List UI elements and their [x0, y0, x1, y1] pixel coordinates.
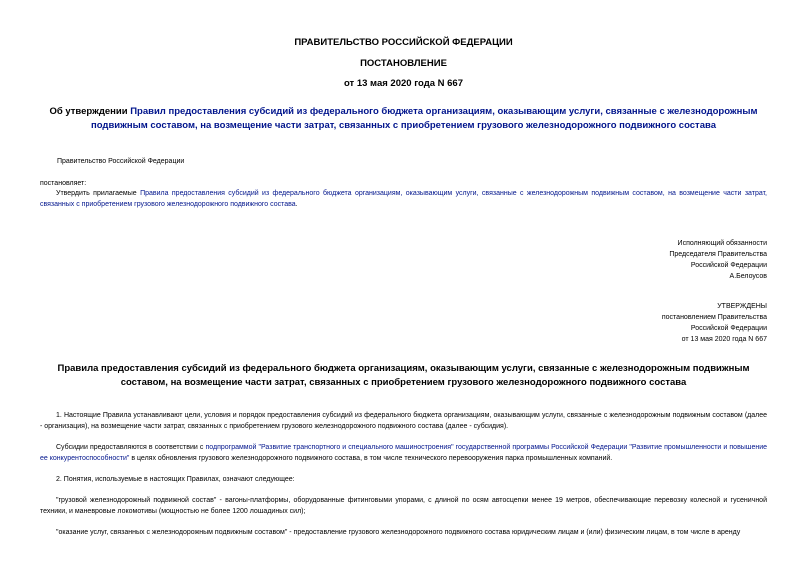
paragraph-5: "оказание услуг, связанных с железнодорожным подвижным составом" - предоставление грузового железнодорожного подвижного состава юридическим лицам и (или) физическим лицам, в том числе в аренду	[56, 529, 741, 536]
document-title	[40, 105, 767, 133]
signature-block	[669, 238, 767, 282]
approved-line: от 13 мая 2020 года N 667	[681, 336, 767, 343]
approved-line: постановлением Правительства	[661, 314, 767, 321]
signature-name: А.Белоусов	[729, 273, 767, 280]
title-link[interactable]: Правил предоставления субсидий из федерального бюджета организациям, оказывающим услуги, связанные с железнодорожным подвижным составом, на возмещение части затрат, связанных с приобретением грузового железнодорожного подвижного состава	[91, 106, 758, 131]
paragraph-4: "грузовой железнодорожный подвижной состав" - вагоны-платформы, оборудованные фитинговыми упорами, с длиной по осям автосцепки менее 19 метров, обеспечивающие перевозку колесной и гусеничной техники, и маневровые локомотивы (мощностью не более 1200 лошадиных сил);	[40, 497, 767, 515]
approved-block	[662, 301, 767, 345]
signature-line: Исполняющий обязанности	[677, 240, 767, 247]
paragraph-2: Субсидии предоставляются в соответствии с подпрограммой "Развитие транспортного и специального машиностроения" государственной программы Российской Федерации "Развитие промышленности и повышение ее конкурентоспособности" в целях обновления грузового железнодорожного подвижного состава, в том числе технического перевооружения парка промышленных компаний.	[40, 444, 768, 462]
rules-title: Правила предоставления субсидий из федерального бюджета организациям, оказывающим услуги, связанные с железнодорожным подвижным составом, на возмещение части затрат, связанных с приобретением грузового железнодорожного подвижного состава	[57, 363, 750, 388]
paragraph-1: 1. Настоящие Правила устанавливают цели, условия и порядок предоставления субсидий из федерального бюджета организациям, оказывающим услуги, связанные с железнодорожным подвижным составом (далее - организация), на возмещение части затрат, связанных с приобретением грузового железнодорожного подвижного состава (далее - субсидия).	[40, 412, 767, 430]
approve-prefix: Утвердить прилагаемые	[56, 190, 141, 197]
document-type: ПОСТАНОВЛЕНИЕ	[360, 58, 447, 69]
document-date-number: от 13 мая 2020 года N 667	[343, 78, 464, 89]
government-header: ПРАВИТЕЛЬСТВО РОССИЙСКОЙ ФЕДЕРАЦИИ	[294, 37, 513, 48]
approved-line: Российской Федерации	[690, 325, 767, 332]
approve-link[interactable]: Правила предоставления субсидий из федерального бюджета организациям, оказывающим услуги, связанные с железнодорожным подвижным составом, на возмещение части затрат, связанных с приобретением грузового железнодорожного подвижного состава	[40, 190, 767, 208]
preamble-decides: постановляет:	[40, 180, 87, 187]
paragraph-3: 2. Понятия, используемые в настоящих Правилах, означают следующее:	[56, 476, 295, 483]
preamble-approve: Утвердить прилагаемые Правила предоставления субсидий из федерального бюджета организациям, оказывающим услуги, связанные с железнодорожным подвижным составом, на возмещение части затрат, связанных с приобретением грузового железнодорожного подвижного состава.	[40, 190, 767, 208]
signature-line: Председателя Правительства	[669, 251, 767, 258]
signature-line: Российской Федерации	[690, 262, 767, 269]
program-link[interactable]: подпрограммой "Развитие транспортного и специального машиностроения" государственной программы Российской Федерации "Развитие промышленности и повышение ее конкурентоспособности"	[40, 444, 768, 462]
title-prefix: Об утверждении	[49, 106, 131, 117]
preamble-government: Правительство Российской Федерации	[57, 158, 185, 165]
approved-line: УТВЕРЖДЕНЫ	[717, 303, 767, 310]
